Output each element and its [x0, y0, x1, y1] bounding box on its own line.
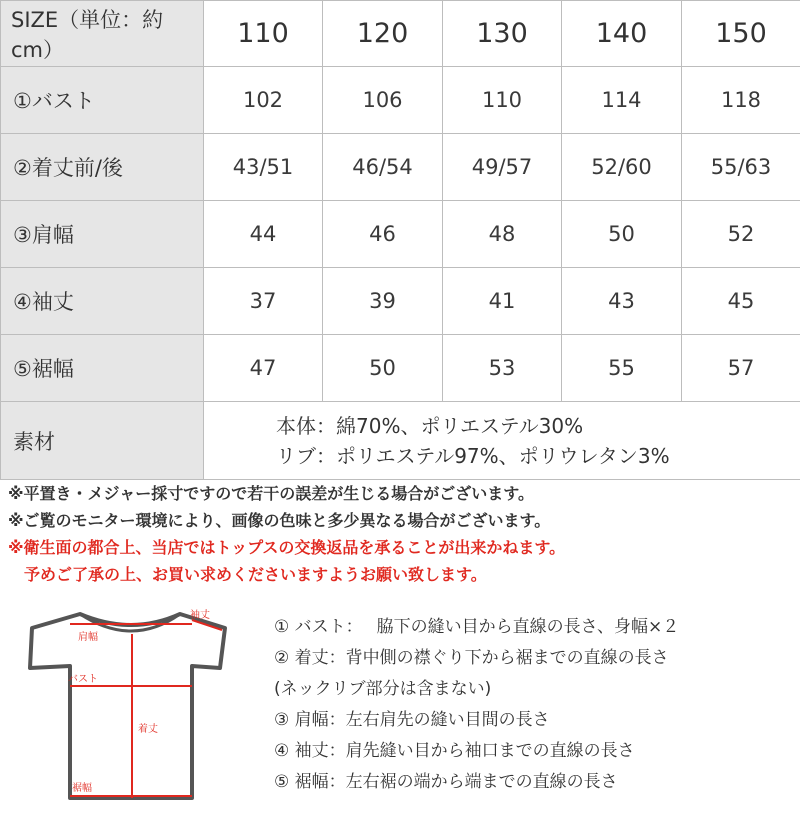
legend-key: ④ 袖丈：: [274, 741, 346, 761]
table-cell: 46/54: [323, 134, 443, 201]
label-length: 着丈: [138, 724, 158, 735]
table-cell: 47: [204, 335, 323, 402]
note-measurement: ※平置き・メジャー採寸ですので若干の誤差が生じる場合がございます。: [8, 484, 534, 503]
table-row: [1, 67, 800, 134]
table-cell: 41: [443, 268, 562, 335]
table-row: [1, 134, 800, 201]
legend-key: ① バスト：: [274, 617, 363, 637]
table-cell: 45: [682, 268, 800, 335]
table-cell: 55: [562, 335, 682, 402]
legend-item: [274, 705, 679, 736]
legend-key: ⑤ 裾幅：: [274, 772, 346, 792]
row-label-length: ②着丈前/後: [1, 134, 204, 201]
material-row: [1, 402, 800, 480]
table-cell: 114: [562, 67, 682, 134]
note-no-returns: ※衛生面の都合上、当店ではトップスの交換返品を承ることが出来かねます。: [8, 538, 566, 557]
table-cell: 43: [562, 268, 682, 335]
legend-text: (ネックリブ部分は含まない): [274, 679, 492, 699]
table-cell: 37: [204, 268, 323, 335]
table-cell: 43/51: [204, 134, 323, 201]
label-shoulder: 肩幅: [78, 632, 98, 643]
table-cell: 48: [443, 201, 562, 268]
table-cell: 57: [682, 335, 800, 402]
legend-item: [274, 674, 679, 705]
table-cell: 44: [204, 201, 323, 268]
size-140: 140: [562, 1, 682, 67]
legend-text: 背中側の襟ぐり下から裾までの直線の長さ: [345, 648, 669, 668]
table-cell: 110: [443, 67, 562, 134]
legend-item: [274, 643, 679, 674]
table-cell: 53: [443, 335, 562, 402]
legend-text: 左右肩先の縫い目間の長さ: [345, 710, 550, 730]
row-label-hem: ⑤裾幅: [1, 335, 204, 402]
row-label-shoulder: ③肩幅: [1, 201, 204, 268]
material-value: [204, 402, 800, 480]
row-label-bust: ①バスト: [1, 67, 204, 134]
label-bust: バスト: [68, 674, 98, 685]
legend-key: ② 着丈：: [274, 648, 346, 668]
legend-key: ③ 肩幅：: [274, 710, 346, 730]
material-label: 素材: [1, 402, 204, 480]
measurement-legend: [274, 612, 679, 798]
table-cell: 50: [562, 201, 682, 268]
table-cell: 50: [323, 335, 443, 402]
size-110: 110: [204, 1, 323, 67]
notes: [8, 480, 565, 588]
material-line-rib: リブ：ポリエステル97%、ポリウレタン3%: [276, 443, 670, 468]
note-acknowledge: 予めご了承の上、お買い求めくださいますようお願い致します。: [24, 565, 487, 584]
table-row: [1, 335, 800, 402]
label-hem: 裾幅: [72, 783, 92, 794]
table-row: [1, 201, 800, 268]
tshirt-outline: [30, 614, 225, 798]
label-sleeve: 袖丈: [190, 610, 210, 621]
table-row: [1, 268, 800, 335]
material-line-body: 本体：綿70%、ポリエステル30%: [276, 413, 584, 438]
size-120: 120: [323, 1, 443, 67]
table-cell: 46: [323, 201, 443, 268]
table-cell: 102: [204, 67, 323, 134]
legend-item: [274, 767, 679, 798]
tshirt-collar: [80, 614, 180, 631]
legend-text: 肩先縫い目から袖口までの直線の長さ: [345, 741, 635, 761]
size-150: 150: [682, 1, 800, 67]
table-cell: 55/63: [682, 134, 800, 201]
table-cell: 49/57: [443, 134, 562, 201]
table-cell: 118: [682, 67, 800, 134]
table-cell: 106: [323, 67, 443, 134]
tshirt-measurement-diagram: [20, 606, 250, 806]
size-unit-label: SIZE（単位：約 cm）: [1, 1, 204, 67]
legend-item: [274, 612, 679, 643]
table-cell: 52: [682, 201, 800, 268]
row-label-sleeve: ④袖丈: [1, 268, 204, 335]
table-cell: 52/60: [562, 134, 682, 201]
table-header-row: [1, 1, 800, 67]
legend-item: [274, 736, 679, 767]
size-130: 130: [443, 1, 562, 67]
legend-text: 左右裾の端から端までの直線の長さ: [345, 772, 618, 792]
legend-text: 脇下の縫い目から直線の長さ、身幅×２: [376, 617, 680, 637]
note-monitor: ※ご覧のモニター環境により、画像の色味と多少異なる場合がございます。: [8, 511, 551, 530]
table-cell: 39: [323, 268, 443, 335]
